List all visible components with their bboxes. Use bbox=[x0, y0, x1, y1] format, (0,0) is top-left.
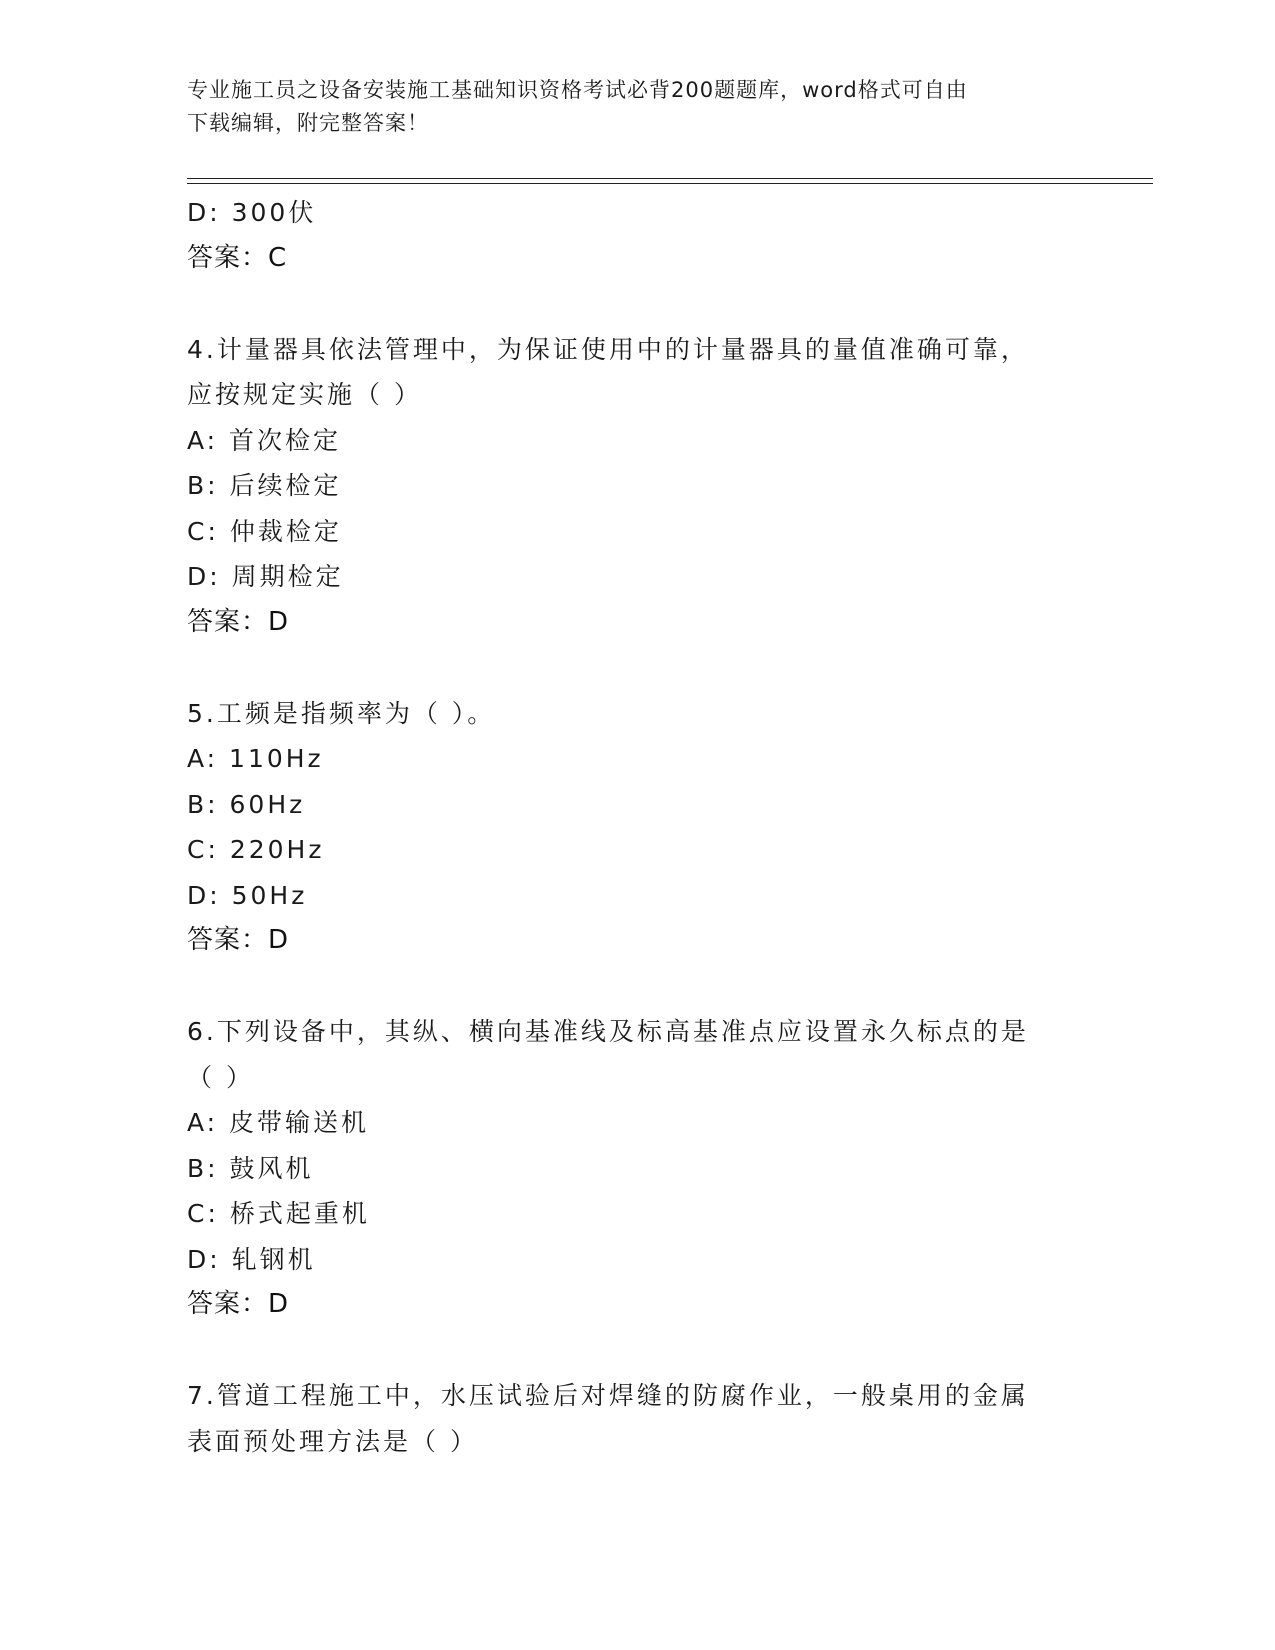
question-5 bbox=[187, 691, 1087, 964]
option-a: A: 首次检定 bbox=[187, 425, 342, 455]
answer-line: 答案：C bbox=[187, 242, 288, 273]
option-d: D: 周期检定 bbox=[187, 562, 344, 591]
header-line-1: 专业施工员之设备安装施工基础知识资格考试必背200题题库，word格式可自由 bbox=[187, 78, 968, 102]
spacer bbox=[187, 1328, 1087, 1374]
header-line-2: 下载编辑，附完整答案！ bbox=[187, 111, 429, 135]
header-rule-bottom bbox=[187, 183, 1153, 184]
question-stem-cont: 表面预处理方法是（ ） bbox=[187, 1426, 478, 1456]
answer-line: 答案：D bbox=[187, 1289, 290, 1319]
question-stem: 4.计量器具依法管理中，为保证使用中的计量器具的量值准确可靠， bbox=[187, 334, 1029, 364]
spacer bbox=[187, 964, 1087, 1010]
question-7 bbox=[187, 1373, 1087, 1464]
option-a: A: 皮带输送机 bbox=[187, 1108, 370, 1137]
question-stem: 7.管道工程施工中，水压试验后对焊缝的防腐作业，一般桌用的金属 bbox=[187, 1381, 1029, 1410]
option-b: B: 鼓风机 bbox=[187, 1153, 314, 1183]
question-stem: 6.下列设备中，其纵、横向基准线及标高基准点应设置永久标点的是 bbox=[187, 1017, 1029, 1046]
option-a: A: 110Hz bbox=[187, 744, 324, 773]
option-d: D: 300伏 bbox=[187, 198, 317, 227]
question-6 bbox=[187, 1009, 1087, 1328]
question-stem-cont: （ ） bbox=[187, 1062, 254, 1092]
option-c: C: 220Hz bbox=[187, 835, 325, 864]
option-b: B: 60Hz bbox=[187, 789, 306, 819]
option-d: D: 轧钢机 bbox=[187, 1244, 316, 1274]
option-b: B: 后续检定 bbox=[187, 471, 342, 500]
question-stem: 5.工频是指频率为（ ）。 bbox=[187, 698, 496, 728]
option-d: D: 50Hz bbox=[187, 880, 308, 910]
question-4 bbox=[187, 327, 1087, 646]
question-stem-cont: 应按规定实施（ ） bbox=[187, 380, 422, 409]
option-c: C: 仲裁检定 bbox=[187, 516, 342, 546]
answer-line: 答案：D bbox=[187, 606, 290, 637]
spacer bbox=[187, 645, 1087, 691]
header-rule-top bbox=[187, 178, 1153, 179]
spacer bbox=[187, 281, 1087, 327]
document-header bbox=[187, 74, 1067, 140]
question-list bbox=[187, 190, 1087, 1464]
option-c: C: 桥式起重机 bbox=[187, 1199, 370, 1228]
answer-line: 答案：D bbox=[187, 925, 290, 955]
